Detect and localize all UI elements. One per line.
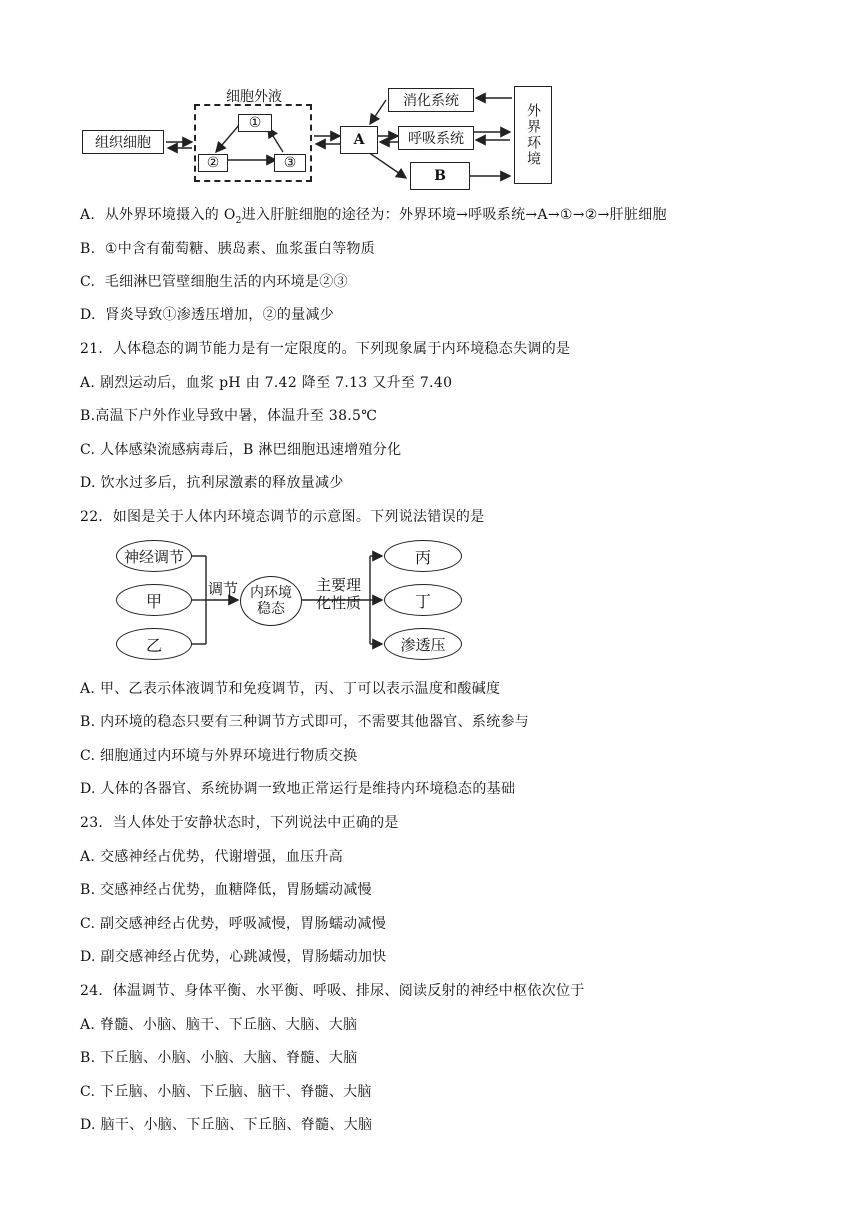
q21-option-a: A. 剧烈运动后，血浆 pH 由 7.42 降至 7.13 又升至 7.40 bbox=[80, 375, 453, 391]
q23-option-c: C. 副交感神经占优势，呼吸减慢，胃肠蠕动减慢 bbox=[80, 916, 387, 932]
ellipse-jia: 甲 bbox=[116, 584, 192, 616]
ellipse-osmotic-pressure: 渗透压 bbox=[384, 628, 462, 660]
ellipse-yi: 乙 bbox=[116, 628, 192, 660]
extracellular-fluid-label: 细胞外液 bbox=[226, 89, 282, 105]
q24-option-c: C. 下丘脑、小脑、下丘脑、脑干、脊髓、大脑 bbox=[80, 1084, 372, 1100]
external-environment-box: 外界环境 bbox=[514, 86, 552, 184]
main-physicochemical-label: 主要理 化性质 bbox=[316, 576, 362, 612]
tissue-cell-box: 组织细胞 bbox=[82, 130, 164, 154]
homeostasis-line2: 稳态 bbox=[257, 601, 285, 617]
node-2: ② bbox=[198, 154, 228, 172]
q21-option-b: B.高温下户外作业导致中暑，体温升至 38.5℃ bbox=[80, 408, 378, 424]
body-fluid-diagram bbox=[78, 84, 568, 194]
homeostasis-regulation-diagram bbox=[112, 536, 468, 664]
node-A: A bbox=[340, 126, 378, 154]
respiratory-system-box: 呼吸系统 bbox=[398, 126, 474, 150]
ellipse-homeostasis bbox=[240, 576, 302, 626]
ellipse-bing: 丙 bbox=[384, 540, 462, 572]
q23-option-d: D. 副交感神经占优势，心跳减慢，胃肠蠕动加快 bbox=[80, 949, 387, 965]
q20-option-d: D. 肾炎导致①渗透压增加，②的量减少 bbox=[80, 307, 335, 323]
node-1: ① bbox=[238, 114, 272, 132]
q22-option-b: B. 内环境的稳态只要有三种调节方式即可，不需要其他器官、系统参与 bbox=[80, 714, 530, 730]
ellipse-neural-regulation: 神经调节 bbox=[116, 540, 192, 572]
digestive-system-box: 消化系统 bbox=[388, 88, 474, 112]
q24-option-b: B. 下丘脑、小脑、小脑、大脑、脊髓、大脑 bbox=[80, 1050, 358, 1066]
q22-option-a: A. 甲、乙表示体液调节和免疫调节，丙、丁可以表示温度和酸碱度 bbox=[80, 681, 501, 697]
q21-stem: 21．人体稳态的调节能力是有一定限度的。下列现象属于内环境稳态失调的是 bbox=[80, 341, 571, 357]
node-B: B bbox=[410, 162, 470, 190]
q20-option-b: B. ①中含有葡萄糖、胰岛素、血浆蛋白等物质 bbox=[80, 241, 376, 257]
regulation-label: 调节 bbox=[208, 580, 239, 598]
q22-stem: 22．如图是关于人体内环境态调节的示意图。下列说法错误的是 bbox=[80, 509, 485, 525]
homeostasis-line1: 内环境 bbox=[250, 585, 292, 601]
q24-option-d: D. 脑干、小脑、下丘脑、下丘脑、脊髓、大脑 bbox=[80, 1117, 373, 1133]
q21-option-d: D. 饮水过多后，抗利尿激素的释放量减少 bbox=[80, 475, 344, 491]
q23-stem: 23．当人体处于安静状态时，下列说法中正确的是 bbox=[80, 815, 399, 831]
node-3: ③ bbox=[274, 154, 306, 172]
q20-option-c: C. 毛细淋巴管壁细胞生活的内环境是②③ bbox=[80, 274, 348, 290]
q24-stem: 24．体温调节、身体平衡、水平衡、呼吸、排尿、阅读反射的神经中枢依次位于 bbox=[80, 983, 585, 999]
q21-option-c: C. 人体感染流感病毒后，B 淋巴细胞迅速增殖分化 bbox=[80, 442, 402, 458]
q20-option-a: A. 从外界环境摄入的 $O_2$进入肝脏细胞的途径为：外界环境→呼吸系统→A→①→②→肝脏细胞 bbox=[80, 207, 667, 226]
ellipse-ding: 丁 bbox=[384, 584, 462, 616]
q22-option-c: C. 细胞通过内环境与外界环境进行物质交换 bbox=[80, 748, 358, 764]
q23-option-a: A. 交感神经占优势，代谢增强，血压升高 bbox=[80, 849, 344, 865]
q22-option-d: D. 人体的各器官、系统协调一致地正常运行是维持内环境稳态的基础 bbox=[80, 781, 516, 797]
q24-option-a: A. 脊髓、小脑、脑干、下丘脑、大脑、大脑 bbox=[80, 1017, 358, 1033]
q23-option-b: B. 交感神经占优势，血糖降低，胃肠蠕动减慢 bbox=[80, 882, 372, 898]
